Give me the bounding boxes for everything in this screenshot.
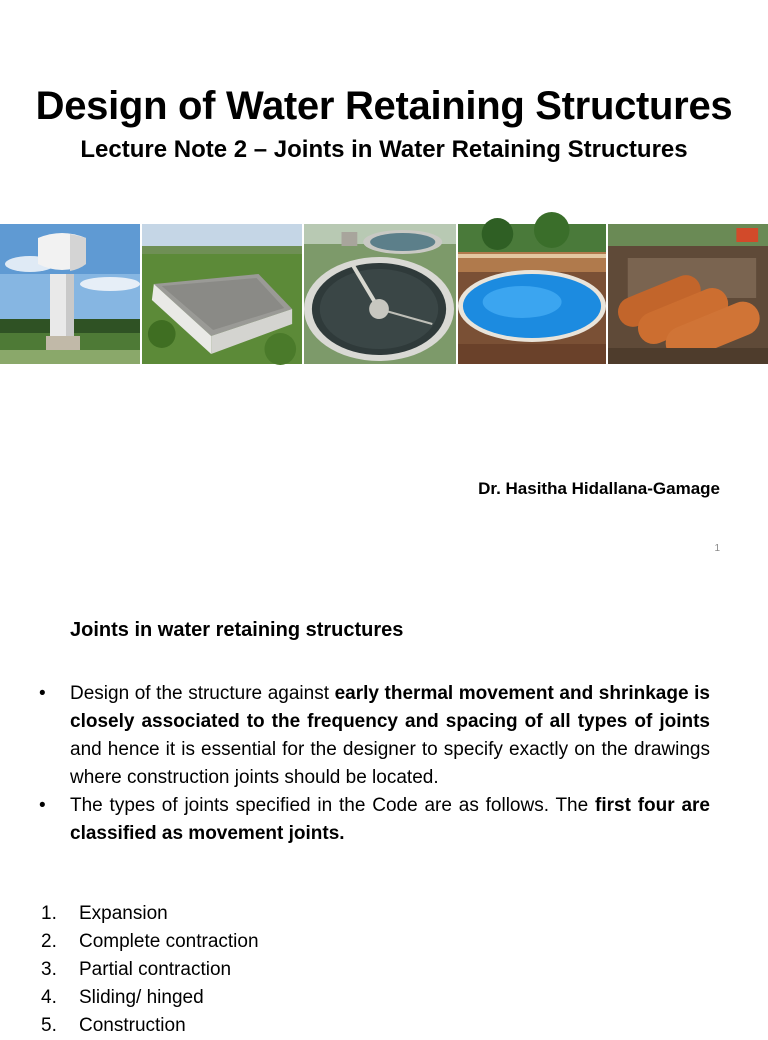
bullet-bold-text: first four are classified as movement joints. (70, 795, 710, 844)
joint-types-list (41, 900, 259, 1040)
bullet-icon: • (39, 795, 46, 816)
content-slide (0, 575, 768, 1036)
list-number: 2. (41, 931, 57, 952)
bullet-item (36, 680, 710, 792)
bullet-text: The types of joints specified in the Code are as follows. The (70, 795, 596, 816)
list-number: 5. (41, 1015, 57, 1036)
bullet-text: and hence it is essential for the designer to specify exactly on the drawings where construction joints should be located. (70, 739, 710, 788)
bullet-item (36, 792, 710, 848)
circular-clarifier-photo (302, 224, 456, 364)
swimming-pool-photo (456, 224, 606, 364)
list-number: 4. (41, 987, 57, 1008)
list-item (41, 900, 259, 928)
list-item (41, 956, 259, 984)
list-item (41, 1012, 259, 1040)
list-number: 3. (41, 959, 57, 980)
list-number: 1. (41, 903, 57, 924)
bullet-bold-text: early thermal movement and shrinkage is closely associated to the frequency and spacing of all types of joints (70, 683, 710, 732)
page-number: 1 (714, 543, 720, 554)
list-item (41, 928, 259, 956)
list-item (41, 984, 259, 1012)
list-label: Sliding/ hinged (79, 987, 204, 1008)
bullet-icon: • (39, 683, 46, 704)
slide-title: Design of Water Retaining Structures (35, 84, 733, 128)
bullet-list (36, 680, 710, 848)
list-label: Complete contraction (79, 931, 259, 952)
author-name: Dr. Hasitha Hidallana-Gamage (478, 479, 720, 498)
section-heading: Joints in water retaining structures (70, 619, 404, 641)
slide-subtitle: Lecture Note 2 – Joints in Water Retaining Structures (80, 136, 688, 163)
list-label: Expansion (79, 903, 168, 924)
bullet-text: Design of the structure against (70, 683, 335, 704)
rectangular-reservoir-photo (140, 224, 302, 364)
list-label: Construction (79, 1015, 186, 1036)
list-label: Partial contraction (79, 959, 232, 980)
water-tower-photo (0, 224, 140, 364)
underground-tanks-photo (606, 224, 768, 364)
photo-strip (0, 224, 768, 364)
